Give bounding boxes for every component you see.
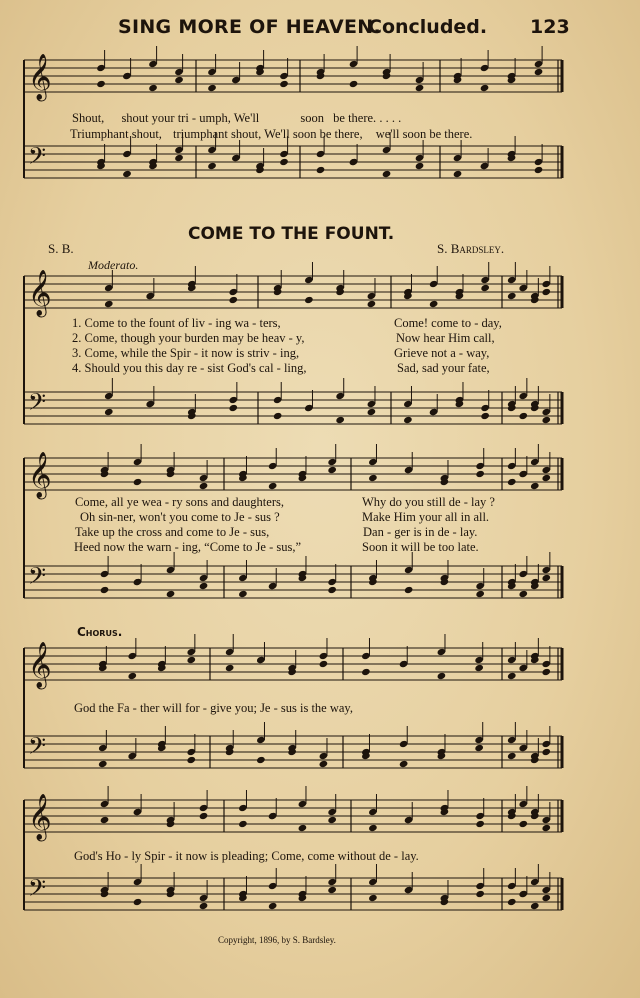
note-head bbox=[415, 84, 425, 92]
note-head bbox=[319, 660, 329, 668]
note-head bbox=[530, 902, 540, 910]
note-head bbox=[541, 574, 551, 582]
note-head bbox=[367, 300, 377, 308]
note-head bbox=[327, 886, 337, 894]
lyric-word: be there. bbox=[333, 111, 377, 125]
verse-3-line-1 bbox=[72, 346, 299, 360]
verse-number: 2. bbox=[72, 331, 82, 345]
note-head bbox=[127, 672, 137, 680]
note-head bbox=[104, 300, 114, 308]
tempo-marking: Moderato. bbox=[88, 258, 139, 272]
note-head bbox=[133, 478, 143, 486]
note-head bbox=[122, 170, 132, 178]
note-head bbox=[507, 752, 517, 760]
top-lyric-1 bbox=[72, 111, 552, 125]
verse-3-line-2: Take up the cross and come to Je - sus, bbox=[75, 525, 270, 539]
note-head bbox=[98, 760, 108, 768]
note-head bbox=[298, 824, 308, 832]
lyric-word: umph, bbox=[199, 111, 231, 125]
note-head bbox=[368, 824, 378, 832]
note-head bbox=[534, 68, 544, 76]
note-head bbox=[507, 672, 517, 680]
note-head bbox=[199, 812, 209, 820]
note-head bbox=[207, 162, 217, 170]
lyric-word: triumphant shout, bbox=[173, 127, 262, 141]
note-head bbox=[507, 898, 517, 906]
hymn-composer: S. Bardsley. bbox=[437, 241, 505, 256]
note-head bbox=[367, 408, 377, 416]
note-head bbox=[96, 80, 106, 88]
note-head bbox=[541, 894, 551, 902]
lyric-text: Come, though your burden may be heav - y, bbox=[84, 331, 305, 345]
note-head bbox=[518, 412, 528, 420]
note-head bbox=[429, 300, 439, 308]
note-head bbox=[166, 590, 176, 598]
chorus-line-1: God the Fa - ther will for - give you; Je - sus is the way, bbox=[74, 701, 353, 715]
treble-clef-icon: 𝄞 bbox=[28, 452, 52, 498]
note-head bbox=[541, 416, 551, 424]
note-head bbox=[104, 408, 114, 416]
note-head bbox=[148, 84, 158, 92]
note-head bbox=[327, 586, 337, 594]
note-head bbox=[518, 820, 528, 828]
verse-1-line-1 bbox=[72, 316, 281, 330]
note-head bbox=[518, 590, 528, 598]
verse-1-line-1b: Come! come to - day, bbox=[394, 316, 502, 330]
note-head bbox=[541, 748, 551, 756]
note-head bbox=[207, 84, 217, 92]
bass-clef-icon: 𝄢 bbox=[28, 142, 47, 175]
note-head bbox=[475, 890, 485, 898]
note-head bbox=[403, 416, 413, 424]
note-head bbox=[480, 284, 490, 292]
note-head bbox=[238, 590, 248, 598]
copyright-notice: Copyright, 1896, by S. Bardsley. bbox=[218, 935, 336, 945]
hymn-initials: S. B. bbox=[48, 241, 74, 256]
note-head bbox=[382, 170, 392, 178]
lyric-word: . . . . bbox=[379, 111, 402, 125]
lyric-text: Come to the fount of liv - ing wa - ters, bbox=[84, 316, 281, 330]
verse-4-line-1 bbox=[72, 361, 307, 375]
page-subtitle: Concluded. bbox=[368, 16, 488, 38]
note-head bbox=[534, 166, 544, 174]
verse-1-line-2b: Why do you still de - lay ? bbox=[362, 495, 495, 509]
verse-2-line-1 bbox=[72, 331, 304, 345]
note-head bbox=[273, 412, 283, 420]
treble-clef-icon: 𝄞 bbox=[28, 54, 52, 100]
top-lyric-2 bbox=[70, 127, 472, 141]
lyric-word: we'll soon be there. bbox=[375, 127, 473, 141]
lyric-word: soon bbox=[300, 111, 325, 125]
bass-clef-icon: 𝄢 bbox=[28, 388, 47, 421]
note-head bbox=[319, 760, 329, 768]
note-head bbox=[186, 656, 196, 664]
note-head bbox=[327, 466, 337, 474]
note-head bbox=[268, 482, 278, 490]
lyric-text: Come, while the Spir - it now is striv - ing, bbox=[84, 346, 300, 360]
note-head bbox=[256, 756, 266, 764]
chorus-line-2: God's Ho - ly Spir - it now is pleading; Come, come without de - lay. bbox=[74, 849, 419, 863]
note-head bbox=[368, 894, 378, 902]
note-head bbox=[316, 166, 326, 174]
note-head bbox=[327, 816, 337, 824]
note-head bbox=[480, 84, 490, 92]
lyric-word: shout your tri bbox=[121, 111, 189, 125]
note-head bbox=[475, 590, 485, 598]
note-head bbox=[279, 158, 289, 166]
note-head bbox=[507, 292, 517, 300]
lyric-word: Shout, bbox=[72, 111, 105, 125]
verse-number: 3. bbox=[72, 346, 82, 360]
verse-4-line-2: Heed now the warn - ing, “Come to Je - sus,” bbox=[74, 540, 302, 554]
verse-number: 4. bbox=[72, 361, 82, 375]
note-head bbox=[475, 470, 485, 478]
page-number: 123 bbox=[530, 16, 570, 38]
note-head bbox=[199, 582, 209, 590]
lyric-word: We'll soon be there, bbox=[264, 127, 363, 141]
note-head bbox=[474, 744, 484, 752]
lyric-text: Should you this day re - sist God's cal - ling, bbox=[84, 361, 307, 375]
bass-clef-icon: 𝄢 bbox=[28, 732, 47, 765]
bass-clef-icon: 𝄢 bbox=[28, 874, 47, 907]
note-head bbox=[415, 162, 425, 170]
verse-number: 1. bbox=[72, 316, 82, 330]
note-head bbox=[133, 898, 143, 906]
note-head bbox=[361, 668, 371, 676]
note-head bbox=[541, 474, 551, 482]
note-head bbox=[225, 664, 235, 672]
verse-4-line-1b: Sad, sad your fate, bbox=[397, 361, 490, 375]
note-head bbox=[480, 412, 490, 420]
verse-4-line-2b: Soon it will be too late. bbox=[362, 540, 479, 554]
hymn-title: COME TO THE FOUNT. bbox=[188, 224, 395, 244]
lyric-word: - bbox=[191, 111, 197, 125]
note-head bbox=[238, 820, 248, 828]
verse-2-line-1b: Now hear Him call, bbox=[396, 331, 495, 345]
treble-clef-icon: 𝄞 bbox=[28, 794, 52, 840]
note-head bbox=[368, 474, 378, 482]
treble-clef-icon: 𝄞 bbox=[28, 642, 52, 688]
bass-clef-icon: 𝄢 bbox=[28, 562, 47, 595]
treble-clef-icon: 𝄞 bbox=[28, 270, 52, 316]
note-head bbox=[474, 664, 484, 672]
verse-3-line-2b: Dan - ger is in de - lay. bbox=[363, 525, 478, 539]
note-head bbox=[199, 902, 209, 910]
note-head bbox=[335, 416, 345, 424]
note-head bbox=[199, 482, 209, 490]
note-head bbox=[437, 672, 447, 680]
note-head bbox=[174, 76, 184, 84]
note-head bbox=[186, 756, 196, 764]
lyric-word: Triumphant shout, bbox=[70, 127, 162, 141]
note-head bbox=[541, 824, 551, 832]
note-head bbox=[304, 296, 314, 304]
note-head bbox=[541, 668, 551, 676]
note-head bbox=[228, 296, 238, 304]
note-head bbox=[453, 170, 463, 178]
lyric-word: We'll bbox=[233, 111, 260, 125]
note-head bbox=[541, 288, 551, 296]
verse-1-line-2: Come, all ye wea - ry sons and daughters, bbox=[75, 495, 284, 509]
note-head bbox=[174, 154, 184, 162]
note-head bbox=[349, 80, 359, 88]
page-title: SING MORE OF HEAVEN. bbox=[118, 16, 381, 38]
verse-3-line-1b: Grieve not a - way, bbox=[394, 346, 490, 360]
verse-2-line-2: Oh sin-ner, won't you come to Je - sus ? bbox=[80, 510, 280, 524]
note-head bbox=[507, 478, 517, 486]
note-head bbox=[228, 404, 238, 412]
verse-2-line-2b: Make Him your all in all. bbox=[362, 510, 490, 524]
note-head bbox=[475, 820, 485, 828]
note-head bbox=[100, 586, 110, 594]
note-head bbox=[404, 586, 414, 594]
note-head bbox=[399, 760, 409, 768]
note-head bbox=[100, 816, 110, 824]
note-head bbox=[279, 80, 289, 88]
note-head bbox=[530, 482, 540, 490]
note-head bbox=[268, 902, 278, 910]
chorus-label: Chorus. bbox=[77, 625, 123, 639]
